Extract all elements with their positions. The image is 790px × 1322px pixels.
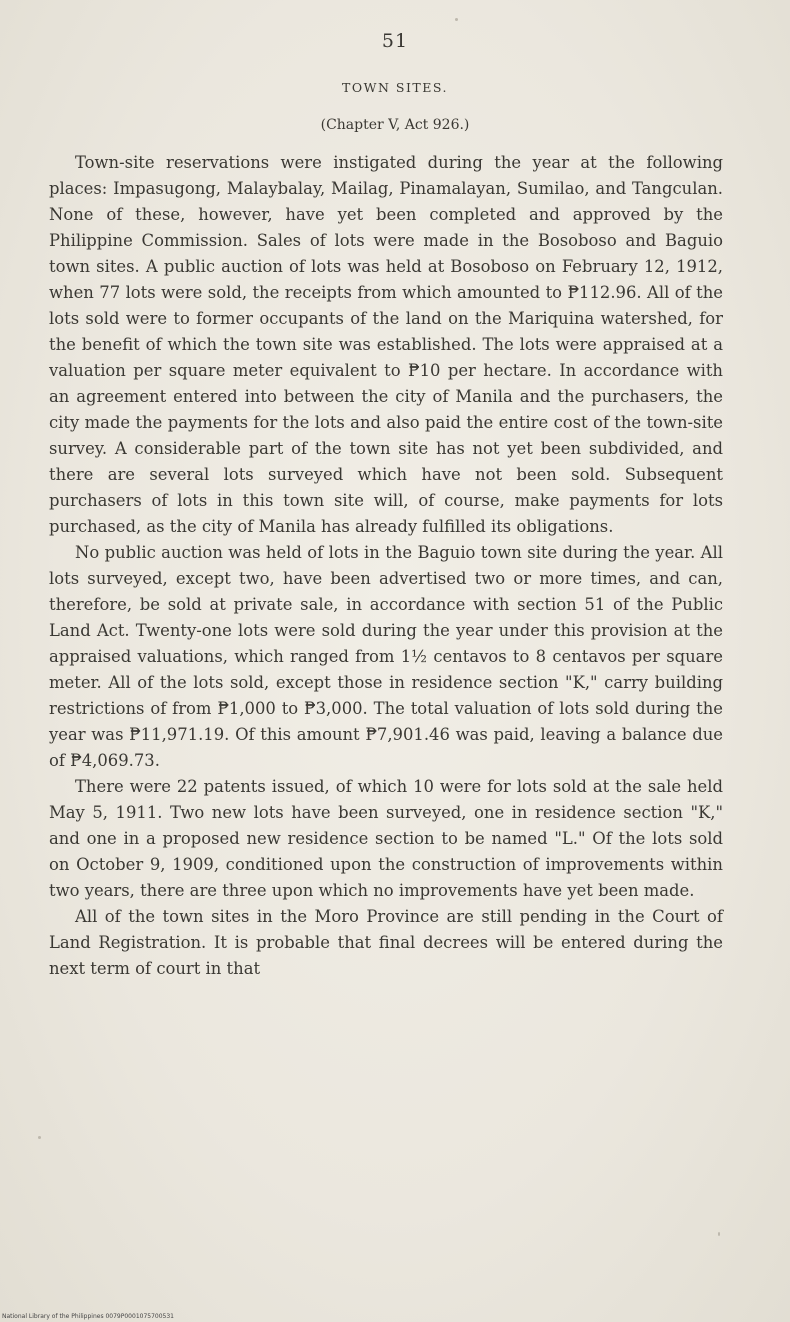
library-stamp: National Library of the Philippines 0079P0001075700531 xyxy=(2,1313,174,1320)
paper-speck xyxy=(718,1232,720,1236)
paragraph: Town-site reservations were instigated during the year at the following places: Impasugong, Malaybalay, Mailag, Pinamalayan, Sumilao, and Tangculan. None of these, however, have yet been completed and approved by the Philippine Commission. Sales of lots were made in the Bosoboso and Baguio town sites. A public auction of lots was held at Bosoboso on February 12, 1912, when 77 lots were sold, the receipts from which amounted to ₱112.96. All of the lots sold were to former occupants of the land on the Mariquina watershed, for the benefit of which the town site was established. The lots were appraised at a valuation per square meter equivalent to ₱10 per hectare. In accordance with an agreement entered into between the city of Manila and the purchasers, the city made the payments for the lots and also paid the entire cost of the town-site survey. A considerable part of the town site has not yet been subdivided, and there are several lots surveyed which have not been sold. Subsequent purchasers of lots in this town site will, of course, make payments for lots purchased, as the city of Manila has already fulfilled its obligations. xyxy=(49,153,723,536)
paragraph: All of the town sites in the Moro Province are still pending in the Court of Land Registration. It is probable that final decrees will be entered during the next term of court in that xyxy=(49,907,723,978)
paper-speck xyxy=(38,1136,41,1139)
paper-speck xyxy=(455,18,458,21)
section-title: TOWN SITES. xyxy=(342,80,448,95)
body-text xyxy=(49,150,723,982)
paragraph: There were 22 patents issued, of which 10 were for lots sold at the sale held May 5, 1911. Two new lots have been surveyed, one in residence section "K," and one in a proposed new residence section to be named "L." Of the lots sold on October 9, 1909, conditioned upon the construction of improvements within two years, there are three upon which no improvements have yet been made. xyxy=(49,777,723,900)
section-subtitle: (Chapter V, Act 926.) xyxy=(320,117,470,133)
page-number: 51 xyxy=(381,30,409,52)
paragraph: No public auction was held of lots in the Baguio town site during the year. All lots surveyed, except two, have been advertised two or more times, and can, therefore, be sold at private sale, in accordance with section 51 of the Public Land Act. Twenty-one lots were sold during the year under this provision at the appraised valuations, which ranged from 1½ centavos to 8 centavos per square meter. All of the lots sold, except those in residence section "K," carry building restrictions of from ₱1,000 to ₱3,000. The total valuation of lots sold during the year was ₱11,971.19. Of this amount ₱7,901.46 was paid, leaving a balance due of ₱4,069.73. xyxy=(49,543,723,770)
